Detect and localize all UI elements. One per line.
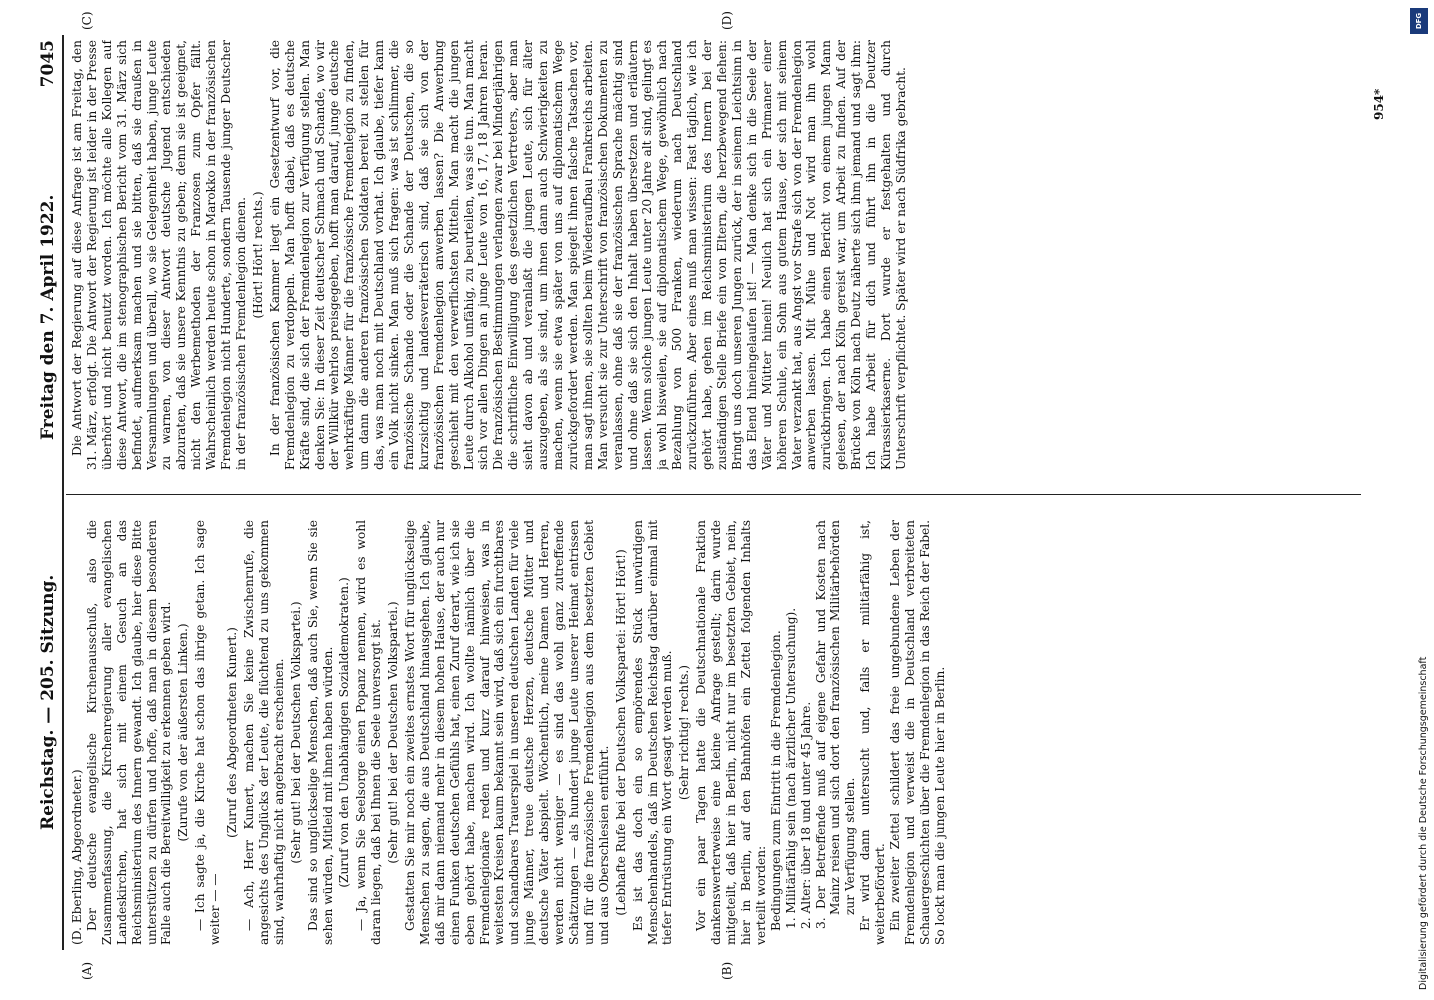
dfg-logo: DFG — [1410, 8, 1428, 34]
margin-mark-d: (D) — [720, 11, 734, 30]
paragraph: Er wird dann untersucht und, falls er militärfähig ist, weiterbefördert. — [858, 520, 888, 945]
paragraph: — Ach, Herr Kunert, machen Sie keine Zwischenrufe, die angesichts des Unglücks der Leute, die flüchtend zu uns gekommen sind, wahrhaftig nicht angebracht erscheinen. — [241, 520, 286, 945]
interjection: (Sehr gut! bei der Deutschen Volkspartei.) — [288, 601, 303, 864]
header-rule — [62, 35, 64, 950]
interjection: (Lebhafte Rufe bei der Deutschen Volkspartei: Hört! Hört!) — [613, 549, 628, 916]
margin-mark-a: (A) — [80, 961, 94, 980]
paragraph: 3. Der Betreffende muß auf eigene Gefahr und Kosten nach Mainz reisen und sich dort den französischen Militärbehörden zur Verfügung stellen. — [813, 520, 858, 929]
left-text-column — [70, 520, 1360, 945]
paragraph: (D. Eberling, Abgeordneter.) — [70, 769, 84, 945]
margin-mark-b: (B) — [720, 961, 734, 980]
header-date: Freitag den 7. April 1922. — [38, 194, 58, 440]
interjection: (Zuruf von den Unabhängigen Sozialdemokraten.) — [337, 577, 352, 888]
margin-mark-c: (C) — [80, 11, 94, 30]
column-divider — [66, 494, 1361, 495]
paragraph: 2. Alter: über 18 und unter 45 Jahre. — [798, 701, 813, 929]
paragraph: 1. Militärfähig sein (nach ärztlicher Untersuchung). — [783, 607, 798, 929]
interjection: (Hört! Hört! rechts.) — [250, 191, 265, 319]
paragraph: Der deutsche evangelische Kirchenausschuß, also die Zusammenfassung, die Kirchenregierung aller evangelischen Landeskirchen, hat sich mit einem Gesuch an das Reichsministerium des Innern gewandt. Ich glaube, hier diese Bitte unterstützen zu dürfen und hoffe, daß man in diesem besonderen Falle auch die Bereitwilligkeit zu erkennen geben wird. — [84, 520, 174, 945]
interjection: (Sehr gut! bei der Deutschen Volkspartei.) — [386, 601, 401, 864]
digitization-notice: Digitalisierung gefördert durch die Deutsche Forschungsgemeinschaft — [1418, 656, 1429, 990]
interjection: (Zuruf des Abgeordneten Kunert.) — [225, 627, 240, 838]
paragraph: Ein zweiter Zettel schildert das freie ungebundene Leben der Fremdenlegion und verweist die in Deutschland verbreiteten Schauergeschichten über die Fremdenlegion in das Reich der Fabel. So lockt man die jungen Leute hier in Berlin. — [888, 520, 947, 945]
interjection: (Sehr richtig! rechts.) — [677, 664, 692, 801]
interjection: (Zurufe von der äußersten Linken.) — [176, 623, 191, 842]
page-footnote: 954* — [1372, 88, 1386, 120]
paragraph: — Ich sagte ja, die Kirche hat schon das ihrige getan. Ich sage weiter — — — [193, 520, 223, 945]
header-left: Reichstag. — 205. Sitzung. — [38, 574, 58, 830]
paragraph: Vor ein paar Tagen hatte die Deutschnationale Fraktion dankenswerterweise eine kleine Anfrage gestellt; darin wurde mitgeteilt, daß hier in Berlin, nicht nur im besetzten Gebiet, nein, hier in Berlin, auf den Bahnhöfen ein Zettel folgenden Inhalts verteilt worden: — [694, 520, 768, 945]
paragraph: — Ja, wenn Sie Seelsorge einen Popanz nennen, wird es wohl daran liegen, daß bei Ihnen die Seele unversorgt ist. — [354, 520, 384, 945]
paragraph: Gestatten Sie mir noch ein zweites ernstes Wort für unglückselige Menschen zu sagen, die aus Deutschland hinausgehen. Ich glaube, daß mir dann niemand mehr in diesem hohen Hause, der auch nur einen Funken deutschen Gefühls hat, einen Zuruf derart, wie ich sie eben gehört habe, machen wird. Ich wollte nämlich über die Fremdenlegionäre reden und kurz darauf hinweisen, was in weitesten Kreisen kaum bekannt sein wird, daß sich ein furchtbares und schandbares Trauerspiel in unseren deutschen Landen für viele junge Männer, treue deutsche Herzen, deutsche Mütter und deutsche Väter abspielt. Wöchentlich, meine Damen und Herren, werden nicht weniger — es sind das wohl ganz zutreffende Schätzungen — als hundert junge Leute unserer Heimat entrissen und für die französische Fremdenlegion aus dem besetzten Gebiet und aus Oberschlesien entführt. — [403, 520, 611, 945]
right-text-column — [70, 40, 1360, 470]
paragraph: Es ist das doch ein so empörendes Stück unwürdigen Menschenhandels, daß im Deutschen Reichstag darüber einmal mit tiefer Entrüstung ein Wort gesagt werden muß. — [630, 520, 675, 945]
paragraph: Das sind so unglückselige Menschen, daß auch Sie, wenn Sie sie sehen würden, Mitleid mit ihnen haben würden. — [305, 520, 335, 945]
page-number: 7045 — [38, 40, 58, 88]
paragraph: Bedingungen zum Eintritt in die Fremdenlegion. — [768, 630, 783, 931]
paragraph: In der französischen Kammer liegt ein Gesetzentwurf vor, die Fremdenlegion zu verdoppeln. Man hofft dabei, daß es deutsche Kräfte sind, die sich der Fremdenlegion zur Verfügung stellen. Man denken Sie: In dieser Zeit deutscher Schmach und Schande, wo wir der Willkür wehrlos preisgegeben, hofft man darauf, junge deutsche wehrkräftige Männer für die französische Fremdenlegion zu finden, um dann die anderen französischen Soldaten bereit zu stellen für das, was man noch mit Deutschland vorhat. Ich glaube, tiefer kann ein Volk nicht sinken. Man muß sich fragen: was ist schlimmer, die französische Schande oder die Schande der Deutschen, die so kurzsichtig und landesverräterisch sind, daß sie sich von der französischen Fremdenlegion anwerben lassen? Die Anwerbung geschieht mit den verwerflichsten Mitteln. Man macht die jungen Leute durch Alkohol unfähig, zu beurteilen, was sie tun. Man macht sich vor allen Dingen an junge Leute von 16, 17, 18 Jahren heran. Die französischen Bestimmungen verlangen zwar bei Minderjährigen die schriftliche Einwilligung des gesetzlichen Vertreters, aber man sieht davon ab und veranlaßt die jungen Leute, sich für älter auszugeben, als sie sind, um ihnen dann auch Schwierigkeiten zu machen, wenn sie etwa später von uns auf diplomatischem Wege zurückgefordert werden. Man spiegelt ihnen falsche Tatsachen vor, man sagt ihnen, sie sollten beim Wiederaufbau Frankreichs arbeiten. Man versucht sie zur Unterschrift von französischen Dokumenten zu veranlassen, ohne daß sie der französischen Sprache mächtig sind und ohne daß sie sich den Inhalt haben übersetzen und erläutern lassen. Wenn solche jungen Leute unter 20 Jahre alt sind, gelingt es ja wohl bisweilen, sie auf diplomatischem Wege, gewöhnlich nach Bezahlung von 500 Franken, wiederum nach Deutschland zurückzuführen. Aber eines muß man wissen: Fast täglich, wie ich gehört habe, gehen im Reichsministerium des Innern bei der zuständigen Stelle Briefe ein von Eltern, die herzbewegend flehen: Bringt uns doch unseren Jungen zurück, der in seinem Leichtsinn in das Elend hineingelaufen ist! — Man denke sich in die Seele der Väter und Mütter hinein! Neulich hat sich ein Primaner einer höheren Schule, ein Sohn aus gutem Hause, der sich mit seinem Vater verzankt hat, aus Angst vor Strafe sich von der Fremdenlegion anwerben lassen. Mit Mühe und Not wird man ihn wohl zurückbringen. Ich habe einen Bericht von einem jungen Mann gelesen, der nach Köln gereist war, um Arbeit zu finden. Auf der Brücke von Köln nach Deutz näherte sich ihm jemand und sagt ihm: Ich habe Arbeit für dich und führt ihn in die Deutzer Kürassierkaserne. Dort wurde er festgehalten und durch Unterschrift verpflichtet. Später wird er nach Südfrika gebracht. — [267, 40, 908, 470]
paragraph: Die Antwort der Regierung auf diese Anfrage ist am Freitag, den 31. März, erfolgt. Die Antwort der Regierung ist leider in der Presse überhört und nicht benutzt worden. Ich möchte alle Kollegen auf diese Antwort, die im stenographischen Bericht vom 31. März sich befindet, aufmerksam machen und sie bitten, daß sie draußen in Versammlungen und überall, wo sie Gelegenheit haben, junge Leute zu warnen, von dieser Antwort deutsche Jugend entschieden abzuraten, daß sie unsere Kenntnis zu geben; denn sie ist geeignet, nicht den Werbemethoden der Franzosen zum Opfer fällt. Wahrscheinlich werden heute schon in Marokko in der französischen Fremdenlegion nicht Hunderte, sondern Tausende junger Deutscher in der französischen Fremdenlegion dienen. — [70, 40, 248, 470]
